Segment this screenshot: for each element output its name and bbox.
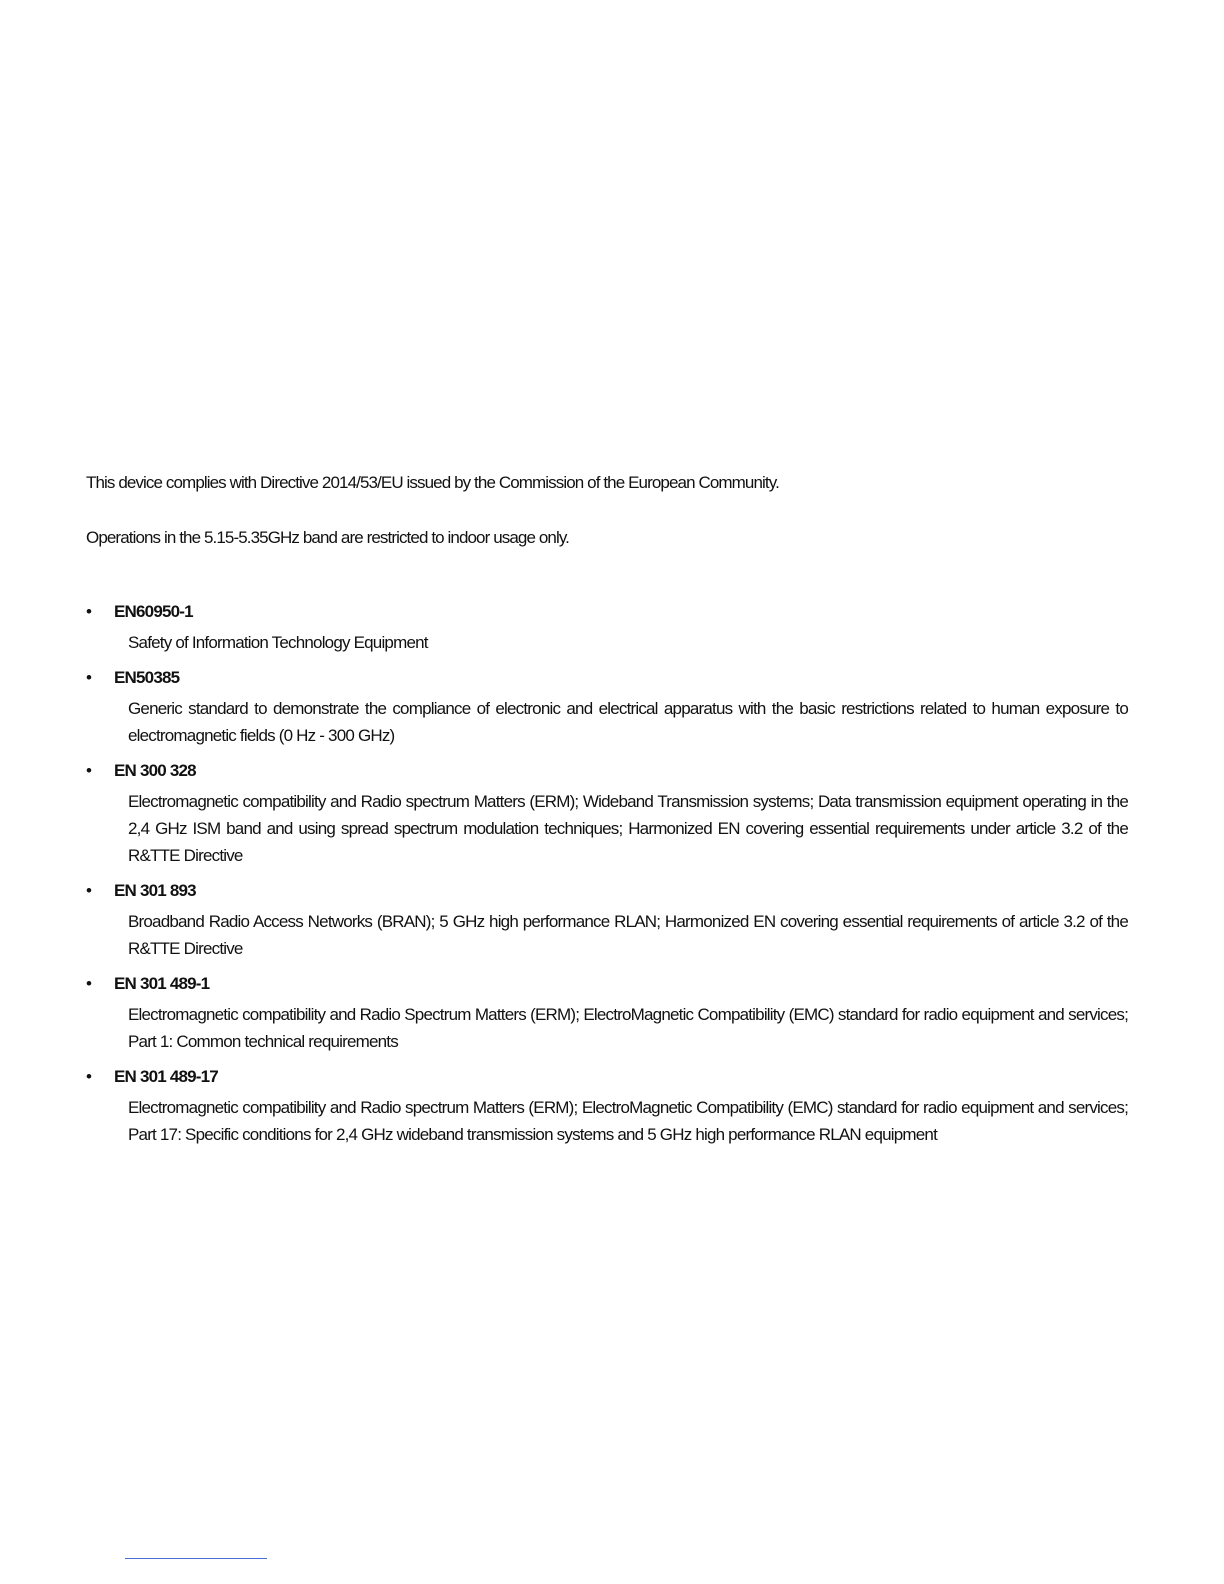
bullet-marker: • <box>86 668 92 687</box>
standard-item <box>86 1065 1128 1148</box>
bullet-marker: • <box>86 974 92 993</box>
footnote-rule <box>125 1558 267 1559</box>
standard-code: EN 300 328 <box>114 761 196 780</box>
standard-description: Safety of Information Technology Equipment <box>128 633 428 652</box>
standard-item <box>86 759 1128 869</box>
standard-code: EN 301 489-1 <box>114 974 210 993</box>
standard-code: EN60950-1 <box>114 602 193 621</box>
standard-item <box>86 879 1128 962</box>
band-restriction-note: Operations in the 5.15-5.35GHz band are restricted to indoor usage only. <box>86 528 569 547</box>
standard-description: Generic standard to demonstrate the compliance of electronic and electrical apparatus with the basic restrictions related to human exposure to electromagnetic fields (0 Hz - 300 GHz) <box>128 699 1128 745</box>
standard-description: Electromagnetic compatibility and Radio Spectrum Matters (ERM); ElectroMagnetic Compatibility (EMC) standard for radio equipment and services; Part 1: Common technical requirements <box>128 1005 1128 1051</box>
bullet-marker: • <box>86 1067 92 1086</box>
directive-statement: This device complies with Directive 2014/53/EU issued by the Commission of the European Community. <box>86 473 779 492</box>
standard-description: Electromagnetic compatibility and Radio spectrum Matters (ERM); ElectroMagnetic Compatibility (EMC) standard for radio equipment and services; Part 17: Specific conditions for 2,4 GHz wideband transmission systems and 5 GHz high performance RLAN equipment <box>128 1098 1128 1144</box>
standard-description: Electromagnetic compatibility and Radio spectrum Matters (ERM); Wideband Transmission systems; Data transmission equipment operating in the 2,4 GHz ISM band and using spread spectrum modulation techniques; Harmonized EN covering essential requirements under article 3.2 of the R&TTE Directive <box>128 792 1128 865</box>
standard-item <box>86 666 1128 749</box>
bullet-marker: • <box>86 881 92 900</box>
standard-item <box>86 600 1128 656</box>
standard-description: Broadband Radio Access Networks (BRAN); 5 GHz high performance RLAN; Harmonized EN covering essential requirements of article 3.2 of the R&TTE Directive <box>128 912 1128 958</box>
bullet-marker: • <box>86 761 92 780</box>
bullet-marker: • <box>86 602 92 621</box>
standard-code: EN50385 <box>114 668 180 687</box>
standard-code: EN 301 893 <box>114 881 196 900</box>
standard-code: EN 301 489-17 <box>114 1067 218 1086</box>
standard-item <box>86 972 1128 1055</box>
standards-list <box>86 600 1128 1158</box>
